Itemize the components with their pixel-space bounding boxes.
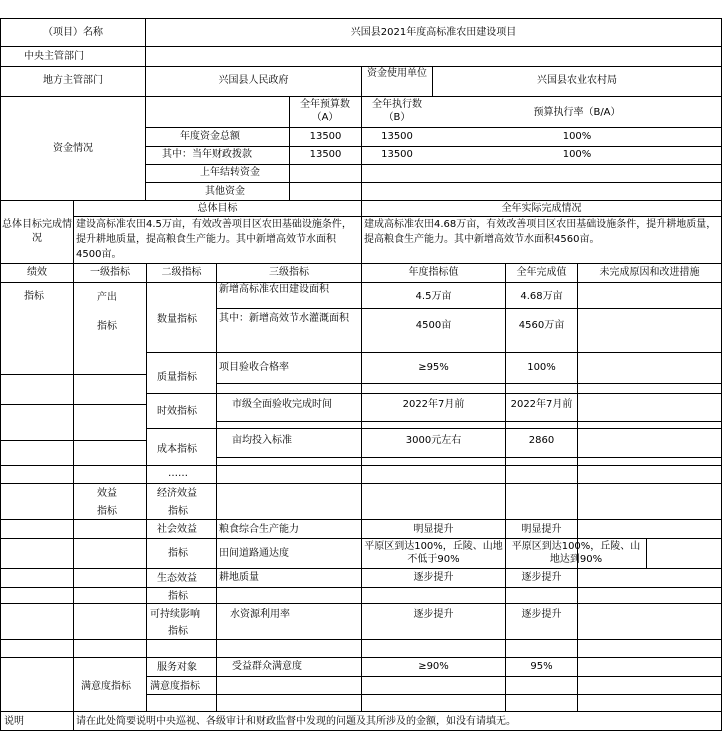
footer-text: 请在此处简要说明中央巡视、各级审计和财政监督中发现的问题及其所涉及的金额，如没有请填无。 (76, 716, 516, 727)
project-name: 兴国县2021年度高标准农田建设项目 (350, 27, 517, 38)
indicator-actual: 95% (530, 661, 553, 672)
funds-row-label: 上年结转资金 (200, 167, 260, 178)
grid-line (216, 457, 722, 458)
goals-section-label: 总体目标完成情况 (2, 219, 72, 244)
indicator-actual: 4.68万亩 (520, 291, 563, 302)
grid-line (0, 18, 722, 19)
grid-line (145, 18, 146, 200)
funds-row-budget: 13500 (309, 131, 342, 142)
footer-label: 说明 (4, 716, 24, 727)
grid-line (146, 428, 722, 429)
goals-target-header: 总体目标 (197, 203, 238, 214)
quality-label: 质量指标 (157, 372, 197, 383)
indicator-target: 逐步提升 (413, 572, 454, 583)
col-budget-header: 全年预算数（A） (300, 99, 350, 123)
grid-line (145, 164, 722, 165)
indicator-name: 其中：新增高效节水灌溉面积 (219, 313, 349, 324)
funds-row-label: 其他资金 (205, 186, 245, 197)
funds-row-executed: 13500 (381, 131, 413, 142)
indicator-target: ≥95% (418, 362, 449, 373)
indicator-actual: 逐步提升 (521, 609, 562, 620)
eco-label-suffix: 指标 (168, 591, 188, 602)
goals-actual-text: 建成高标准农田4.68万亩，有效改善项目区农田基础设施条件，提升耕地质量，提高粮食生产能力。其中新增高效节水面积4560亩。 (364, 219, 717, 245)
grid-line (146, 465, 722, 466)
indicator-target: 逐步提升 (413, 609, 454, 620)
grid-line (146, 519, 722, 520)
output-label: 产出 (97, 292, 117, 303)
grid-line (577, 263, 578, 711)
service-label: 服务对象 (157, 662, 197, 673)
grid-line (0, 639, 146, 640)
indicator-name: 亩均投入标准 (232, 435, 292, 446)
col-rate-header: 预算执行率（B/A） (533, 107, 621, 118)
indicator-name: 田间道路通达度 (219, 548, 289, 559)
cost-label: 成本指标 (157, 444, 197, 455)
goals-actual-header: 全年实际完成情况 (501, 203, 582, 214)
central-dept-label: 中央主管部门 (24, 51, 84, 62)
ellipsis: …… (168, 468, 188, 479)
output-label-suffix: 指标 (97, 321, 117, 332)
sustain-label: 可持续影响 (150, 609, 200, 620)
social-label: 社会效益 (157, 524, 197, 535)
funds-row-label: 年度资金总额 (180, 131, 240, 142)
indicator-actual: 平原区到达100%，丘陵、山地达到90% (511, 541, 641, 565)
indicator-name: 受益群众满意度 (232, 661, 302, 672)
grid-line (146, 694, 722, 695)
grid-line (216, 308, 722, 309)
indicator-target: 4.5万亩 (415, 291, 452, 302)
perf-label: 指标 (24, 291, 44, 302)
grid-line (146, 352, 722, 353)
grid-line (216, 383, 722, 384)
grid-line (146, 568, 722, 569)
target-header: 年度指标值 (408, 267, 459, 278)
funds-row-budget: 13500 (309, 149, 342, 160)
level3-header: 三级指标 (269, 267, 309, 278)
indicator-name: 粮食综合生产能力 (219, 524, 299, 535)
fund-unit-label: 资金使用单位 (367, 68, 427, 79)
grid-line (145, 182, 722, 183)
grid-line (0, 711, 722, 712)
grid-line (146, 393, 722, 394)
grid-line (0, 519, 146, 520)
indicator-target: ≥90% (418, 661, 449, 672)
grid-line (146, 263, 147, 711)
indicator-actual: 2022年7月前 (510, 399, 573, 410)
grid-line (146, 603, 722, 604)
perf-header: 绩效 (27, 267, 47, 278)
grid-line (146, 676, 722, 677)
sustain-label-suffix: 指标 (168, 626, 188, 637)
quantity-label: 数量指标 (157, 314, 197, 325)
level1-header: 一级指标 (90, 267, 130, 278)
grid-line (0, 587, 146, 588)
indicator-actual: 4560万亩 (518, 320, 565, 331)
actual-header: 全年完成值 (516, 267, 567, 278)
grid-line (146, 639, 722, 640)
grid-line (145, 146, 722, 147)
satisfaction-label: 满意度指标 (81, 681, 131, 692)
grid-line (146, 587, 722, 588)
grid-line (146, 538, 722, 539)
grid-line (0, 483, 146, 484)
grid-line (0, 538, 146, 539)
local-dept: 兴国县人民政府 (218, 75, 289, 86)
indicator-name: 市级全面验收完成时间 (232, 399, 332, 410)
funds-section-label: 资金情况 (53, 143, 93, 154)
level2-header: 二级指标 (161, 267, 202, 278)
grid-line (146, 657, 722, 658)
funds-row-rate: 100% (562, 149, 592, 160)
benefit-label-suffix: 指标 (97, 506, 117, 517)
grid-line (0, 440, 146, 441)
indicator-target: 2022年7月前 (402, 399, 465, 410)
indicator-target: 4500亩 (415, 320, 452, 331)
funds-row-executed: 13500 (381, 149, 413, 160)
indicator-actual: 明显提升 (521, 524, 562, 535)
social-label-suffix: 指标 (168, 548, 188, 559)
indicator-name: 项目验收合格率 (219, 362, 289, 373)
indicator-target: 明显提升 (413, 524, 454, 535)
grid-line (0, 568, 146, 569)
indicator-actual: 逐步提升 (521, 572, 562, 583)
grid-line (0, 404, 146, 405)
satisfaction-sub-label: 满意度指标 (150, 681, 200, 692)
project-name-label: （项目）名称 (43, 27, 103, 38)
econ-label-suffix: 指标 (168, 506, 188, 517)
timeliness-label: 时效指标 (157, 406, 197, 417)
grid-line (146, 483, 722, 484)
indicator-target: 3000元左右 (405, 435, 462, 446)
grid-line (0, 46, 722, 47)
funds-row-rate: 100% (562, 131, 592, 142)
indicator-name: 新增高标准农田建设面积 (219, 284, 329, 295)
col-executed-header: 全年执行数（B） (372, 99, 422, 123)
grid-line (0, 603, 146, 604)
benefit-label: 效益 (97, 488, 117, 499)
grid-line (0, 657, 146, 658)
grid-line (0, 374, 146, 375)
eco-label: 生态效益 (157, 573, 197, 584)
indicator-actual: 2860 (528, 435, 555, 446)
indicator-target: 平原区到达100%，丘陵、山地不低于90% (364, 541, 503, 565)
goals-target-text: 建设高标准农田4.5万亩，有效改善项目区农田基础设施条件，提升耕地质量，提高粮食生产能力。其中新增高效节水面积4500亩。 (76, 219, 352, 260)
grid-line (646, 538, 647, 568)
local-dept-label: 地方主管部门 (43, 75, 103, 86)
funds-row-label: 其中：当年财政拨款 (162, 149, 252, 160)
indicator-actual: 100% (527, 362, 556, 373)
grid-line (216, 263, 217, 711)
econ-label: 经济效益 (157, 488, 197, 499)
grid-line (145, 127, 722, 128)
indicator-name: 水资源利用率 (230, 609, 290, 620)
grid-line (216, 421, 722, 422)
reason-header: 未完成原因和改进措施 (599, 267, 700, 278)
grid-line (0, 465, 146, 466)
indicator-name: 耕地质量 (219, 572, 259, 583)
fund-unit: 兴国县农业农村局 (537, 75, 617, 86)
